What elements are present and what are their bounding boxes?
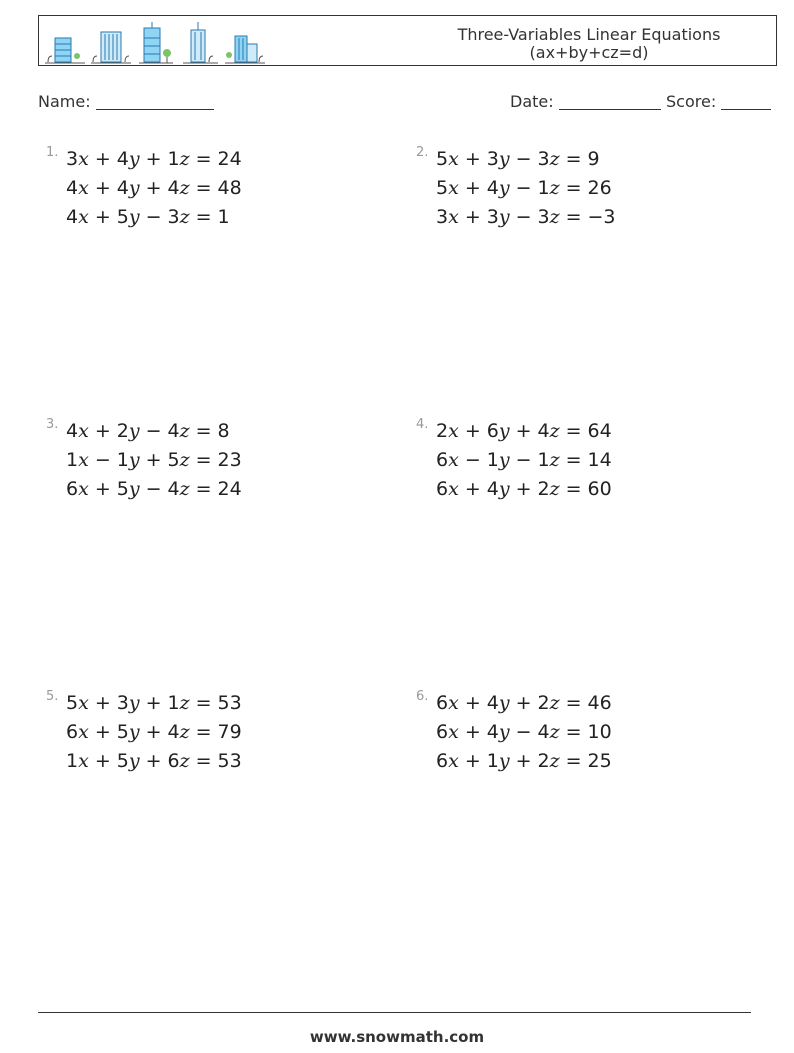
var-z: z	[549, 449, 560, 471]
coef-b: 4	[486, 177, 499, 199]
op-1: +	[94, 148, 111, 170]
equation-system	[436, 420, 612, 507]
date-blank[interactable]	[559, 92, 661, 110]
constant-d: 24	[217, 478, 242, 500]
var-z: z	[179, 177, 190, 199]
var-z: z	[179, 206, 190, 228]
equals-sign: =	[195, 420, 212, 442]
var-x: x	[448, 449, 459, 471]
name-blank[interactable]	[96, 92, 214, 110]
equation	[436, 148, 600, 177]
coef-c: 2	[537, 750, 550, 772]
equation	[436, 721, 612, 750]
footer-divider	[38, 1012, 751, 1013]
var-x: x	[448, 750, 459, 772]
var-x: x	[448, 177, 459, 199]
coef-a: 1	[66, 449, 79, 471]
coef-a: 4	[66, 177, 79, 199]
var-x: x	[78, 148, 89, 170]
coef-b: 1	[486, 750, 499, 772]
var-z: z	[179, 750, 190, 772]
equals-sign: =	[565, 721, 582, 743]
op-1: +	[464, 478, 481, 500]
coef-b: 3	[116, 692, 129, 714]
var-x: x	[78, 478, 89, 500]
var-y: y	[128, 148, 140, 170]
var-y: y	[128, 177, 140, 199]
op-2: +	[145, 148, 162, 170]
coef-a: 5	[436, 148, 449, 170]
equals-sign: =	[195, 177, 212, 199]
coef-a: 3	[436, 206, 449, 228]
constant-d: 8	[217, 420, 230, 442]
coef-b: 4	[116, 177, 129, 199]
op-1: +	[464, 420, 481, 442]
op-2: +	[145, 750, 162, 772]
op-1: +	[94, 721, 111, 743]
op-2: −	[515, 177, 532, 199]
var-z: z	[179, 449, 190, 471]
op-2: +	[145, 449, 162, 471]
var-y: y	[498, 148, 510, 170]
equation-system	[66, 420, 242, 507]
var-y: y	[498, 206, 510, 228]
op-1: +	[464, 206, 481, 228]
equals-sign: =	[565, 177, 582, 199]
var-z: z	[179, 721, 190, 743]
var-y: y	[498, 478, 510, 500]
op-1: +	[94, 206, 111, 228]
coef-c: 5	[167, 449, 180, 471]
coef-b: 5	[116, 750, 129, 772]
var-x: x	[448, 721, 459, 743]
var-y: y	[498, 750, 510, 772]
problem-number: 1.	[46, 145, 59, 160]
equals-sign: =	[195, 692, 212, 714]
op-1: −	[464, 449, 481, 471]
buildings-logo	[43, 20, 273, 64]
coef-c: 2	[537, 478, 550, 500]
date-field	[510, 92, 661, 111]
op-1: +	[94, 692, 111, 714]
op-2: +	[145, 721, 162, 743]
building-icon	[45, 38, 85, 63]
var-z: z	[549, 420, 560, 442]
coef-a: 5	[66, 692, 79, 714]
coef-a: 6	[436, 692, 449, 714]
score-field	[666, 92, 771, 111]
coef-c: 2	[537, 692, 550, 714]
equation	[436, 420, 612, 449]
building-icon	[183, 22, 218, 63]
coef-c: 4	[537, 721, 550, 743]
var-x: x	[448, 478, 459, 500]
equation	[436, 692, 612, 721]
coef-b: 5	[116, 206, 129, 228]
equation-system	[436, 148, 616, 235]
op-1: −	[94, 449, 111, 471]
equation	[66, 206, 230, 235]
var-z: z	[549, 750, 560, 772]
var-x: x	[78, 206, 89, 228]
equals-sign: =	[195, 478, 212, 500]
name-field	[38, 92, 214, 111]
op-2: +	[515, 692, 532, 714]
name-label: Name:	[38, 92, 91, 111]
op-2: −	[145, 478, 162, 500]
var-y: y	[128, 692, 140, 714]
var-x: x	[448, 420, 459, 442]
equation	[66, 478, 242, 507]
coef-b: 4	[486, 478, 499, 500]
equals-sign: =	[195, 206, 212, 228]
coef-a: 1	[66, 750, 79, 772]
var-x: x	[448, 206, 459, 228]
var-y: y	[498, 177, 510, 199]
coef-a: 6	[436, 449, 449, 471]
var-z: z	[179, 478, 190, 500]
op-2: −	[515, 449, 532, 471]
constant-d: 1	[217, 206, 230, 228]
equation	[66, 721, 242, 750]
coef-c: 1	[537, 177, 550, 199]
coef-c: 1	[167, 148, 180, 170]
coef-b: 1	[486, 449, 499, 471]
var-y: y	[498, 449, 510, 471]
op-2: −	[515, 721, 532, 743]
footer-url: www.snowmath.com	[309, 1028, 485, 1046]
coef-a: 6	[66, 721, 79, 743]
var-y: y	[128, 420, 140, 442]
problem-number: 3.	[46, 417, 59, 432]
equation	[436, 478, 612, 507]
coef-c: 4	[167, 478, 180, 500]
constant-d: 24	[217, 148, 242, 170]
equation-system	[66, 148, 242, 235]
equation	[436, 750, 612, 779]
op-1: +	[464, 721, 481, 743]
equals-sign: =	[195, 721, 212, 743]
var-z: z	[549, 721, 560, 743]
equals-sign: =	[565, 420, 582, 442]
problem-number: 5.	[46, 689, 59, 704]
constant-d: −3	[587, 206, 616, 228]
op-2: −	[515, 148, 532, 170]
score-blank[interactable]	[721, 92, 771, 110]
equals-sign: =	[195, 449, 212, 471]
equation	[66, 420, 230, 449]
building-icon	[225, 36, 265, 63]
coef-a: 4	[66, 206, 79, 228]
coef-a: 6	[436, 478, 449, 500]
op-2: +	[145, 692, 162, 714]
op-1: +	[464, 177, 481, 199]
equals-sign: =	[565, 692, 582, 714]
var-z: z	[179, 692, 190, 714]
equals-sign: =	[565, 148, 582, 170]
coef-c: 3	[537, 206, 550, 228]
constant-d: 14	[587, 449, 612, 471]
var-y: y	[128, 750, 140, 772]
constant-d: 79	[217, 721, 242, 743]
var-y: y	[128, 478, 140, 500]
coef-a: 3	[66, 148, 79, 170]
var-z: z	[549, 177, 560, 199]
equation-system	[66, 692, 242, 779]
coef-c: 3	[537, 148, 550, 170]
op-2: −	[515, 206, 532, 228]
equation	[66, 750, 242, 779]
op-1: +	[464, 692, 481, 714]
var-z: z	[549, 148, 560, 170]
coef-b: 4	[116, 148, 129, 170]
score-label: Score:	[666, 92, 717, 111]
var-x: x	[448, 692, 459, 714]
var-x: x	[448, 148, 459, 170]
constant-d: 53	[217, 750, 242, 772]
date-label: Date:	[510, 92, 554, 111]
coef-b: 1	[116, 449, 129, 471]
coef-b: 3	[486, 148, 499, 170]
coef-b: 5	[116, 478, 129, 500]
constant-d: 23	[217, 449, 242, 471]
coef-b: 2	[116, 420, 129, 442]
op-2: −	[145, 420, 162, 442]
coef-b: 5	[116, 721, 129, 743]
coef-c: 4	[167, 420, 180, 442]
constant-d: 60	[587, 478, 612, 500]
op-2: +	[515, 750, 532, 772]
var-z: z	[549, 206, 560, 228]
equation	[436, 449, 612, 478]
coef-b: 4	[486, 692, 499, 714]
coef-c: 4	[537, 420, 550, 442]
coef-a: 5	[436, 177, 449, 199]
var-y: y	[128, 449, 140, 471]
var-y: y	[128, 721, 140, 743]
equation	[66, 692, 242, 721]
coef-c: 3	[167, 206, 180, 228]
coef-a: 4	[66, 420, 79, 442]
equation	[436, 206, 616, 235]
equals-sign: =	[195, 148, 212, 170]
coef-c: 4	[167, 721, 180, 743]
coef-b: 4	[486, 721, 499, 743]
coef-a: 6	[436, 750, 449, 772]
constant-d: 64	[587, 420, 612, 442]
equals-sign: =	[565, 449, 582, 471]
var-x: x	[78, 449, 89, 471]
var-x: x	[78, 721, 89, 743]
worksheet-header	[38, 15, 777, 66]
op-2: +	[515, 478, 532, 500]
var-x: x	[78, 750, 89, 772]
constant-d: 10	[587, 721, 612, 743]
op-2: −	[145, 206, 162, 228]
coef-a: 2	[436, 420, 449, 442]
problem-number: 4.	[416, 417, 429, 432]
var-y: y	[498, 420, 510, 442]
var-y: y	[128, 206, 140, 228]
problem-number: 6.	[416, 689, 429, 704]
op-1: +	[94, 420, 111, 442]
op-1: +	[464, 148, 481, 170]
var-y: y	[498, 721, 510, 743]
constant-d: 26	[587, 177, 612, 199]
var-z: z	[179, 420, 190, 442]
equals-sign: =	[195, 750, 212, 772]
worksheet-title: Three-Variables Linear Equations	[457, 25, 721, 44]
equation-system	[436, 692, 612, 779]
constant-d: 46	[587, 692, 612, 714]
constant-d: 53	[217, 692, 242, 714]
equation	[66, 177, 242, 206]
var-x: x	[78, 177, 89, 199]
op-2: +	[515, 420, 532, 442]
var-z: z	[179, 148, 190, 170]
op-2: +	[145, 177, 162, 199]
coef-b: 6	[486, 420, 499, 442]
building-icon	[91, 32, 131, 63]
equation	[436, 177, 612, 206]
var-y: y	[498, 692, 510, 714]
equals-sign: =	[565, 206, 582, 228]
constant-d: 9	[587, 148, 600, 170]
op-1: +	[94, 750, 111, 772]
op-1: +	[94, 177, 111, 199]
constant-d: 25	[587, 750, 612, 772]
problem-number: 2.	[416, 145, 429, 160]
equals-sign: =	[565, 750, 582, 772]
worksheet-title-block	[439, 26, 739, 62]
op-1: +	[464, 750, 481, 772]
coef-c: 4	[167, 177, 180, 199]
var-z: z	[549, 692, 560, 714]
equals-sign: =	[565, 478, 582, 500]
var-x: x	[78, 420, 89, 442]
var-z: z	[549, 478, 560, 500]
constant-d: 48	[217, 177, 242, 199]
coef-c: 1	[167, 692, 180, 714]
building-icon	[139, 22, 173, 63]
coef-c: 6	[167, 750, 180, 772]
coef-c: 1	[537, 449, 550, 471]
var-x: x	[78, 692, 89, 714]
worksheet-subtitle: (ax+by+cz=d)	[529, 43, 649, 62]
equation	[66, 148, 242, 177]
coef-a: 6	[66, 478, 79, 500]
coef-a: 6	[436, 721, 449, 743]
op-1: +	[94, 478, 111, 500]
equation	[66, 449, 242, 478]
coef-b: 3	[486, 206, 499, 228]
